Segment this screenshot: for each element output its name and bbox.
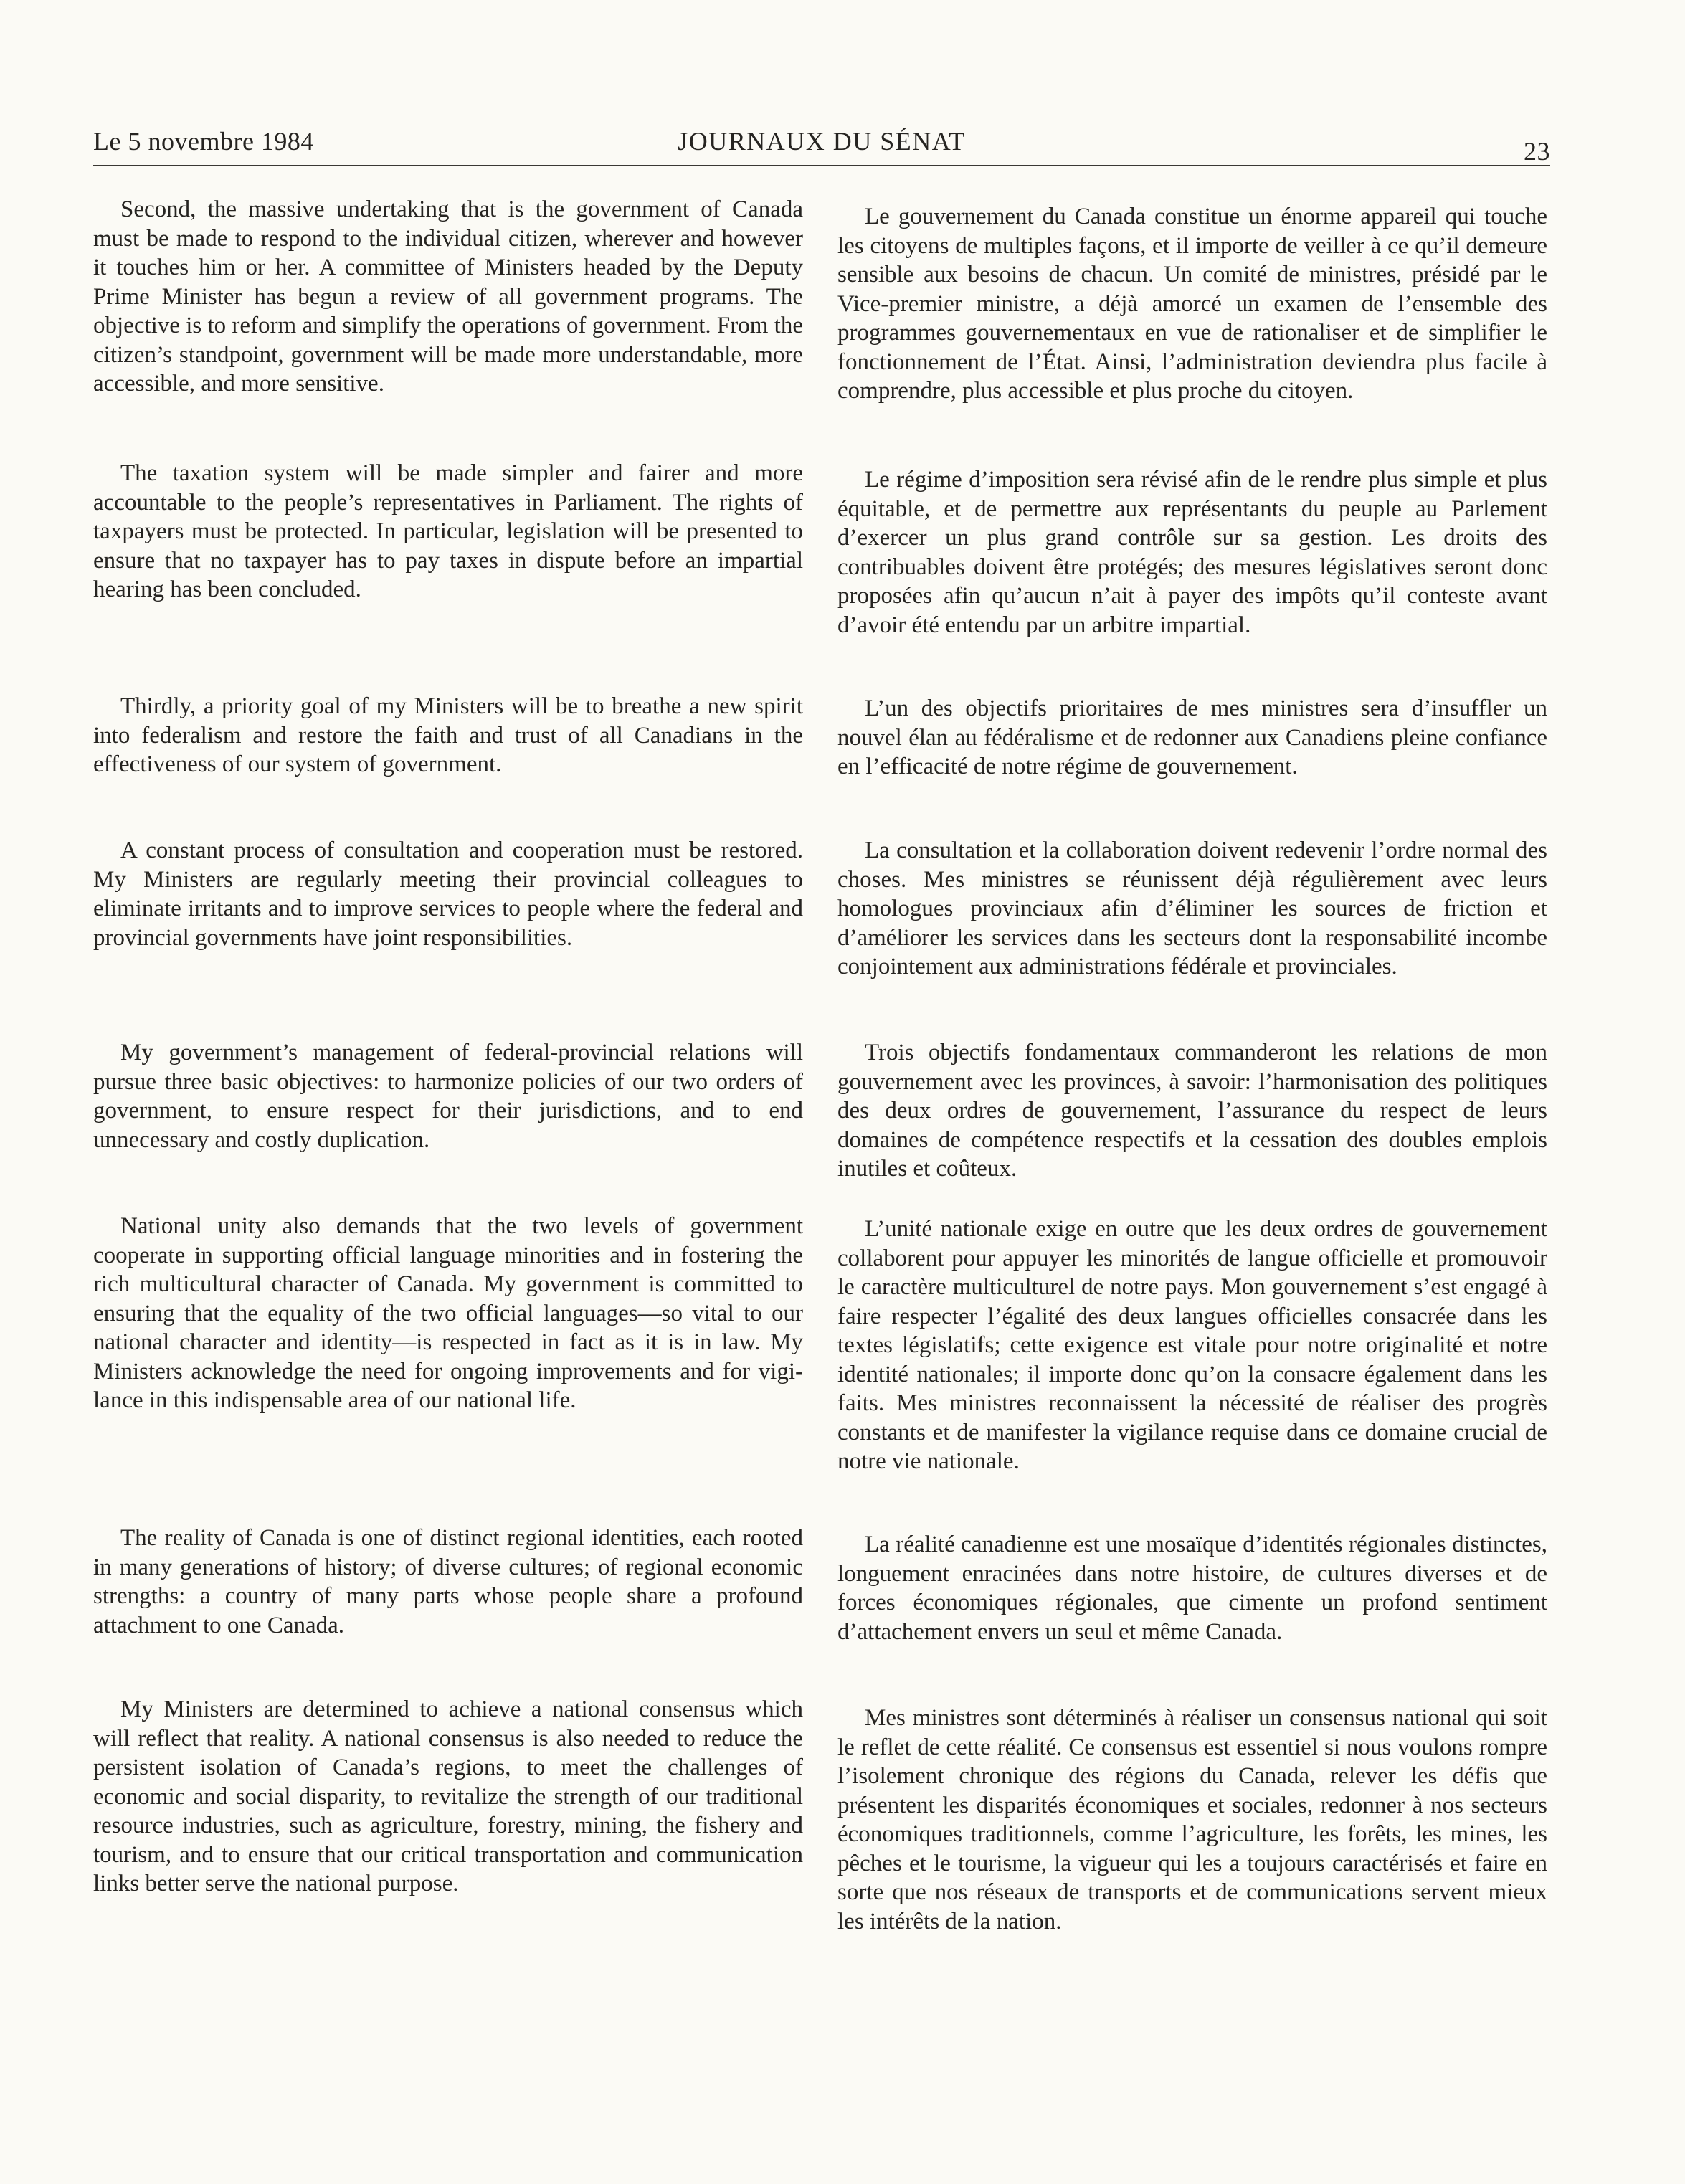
french-column	[837, 195, 1547, 2002]
english-paragraph-8: My Ministers are determined to achieve a national consensus which will reflect that reality. A national consensus is also needed to reduce the persistent isolation of Canada’s regions, to meet the challenges of economic and social disparity, to revitalize the strength of our traditional resource industries, such as agriculture, forestry, mining, the fishery and tourism, and to ensure that our critical transportation and communication links better serve the national purpose.	[93, 1696, 803, 1896]
french-paragraph-2: Le régime d’imposition sera révisé afin de le rendre plus simple et plus équitable, et de permettre aux représentants du peuple au Parlement d’exercer un plus grand contrôle sur sa gestion. Les droits des contribuables doivent être protégés; des mesures législatives seront donc proposées afin qu’aucun n’ait à payer des impôts qu’il conteste avant d’avoir été entendu par un arbitre impartial.	[837, 467, 1547, 638]
english-paragraph-4: A constant process of consultation and cooperation must be restored. My Ministers are regularly meeting their provincial colleagues to eliminate irritants and to improve services to people where the federal and provincial governments have joint responsibilities.	[93, 837, 803, 951]
english-paragraph-2: The taxation system will be made simpler and fairer and more accountable to the people’s representatives in Parliament. The rights of taxpayers must be protected. In particular, legislation will be presented to ensure that no taxpayer has to pay taxes in dispute before an impartial hearing has been concluded.	[93, 460, 803, 602]
english-paragraph-1: Second, the massive undertaking that is the government of Canada must be made to respond to the individual citizen, wherever and however it touches him or her. A committee of Ministers headed by the Deputy Prime Minister has begun a review of all government programs. The objective is to reform and simplify the operations of government. From the citizen’s standpoint, government will be made more understandable, more accessible, and more sensitive.	[93, 196, 803, 397]
english-column	[93, 195, 803, 2002]
page-header	[93, 120, 1550, 166]
english-paragraph-5: My government’s management of federal-provincial relations will pursue three basic objectives: to harmonize policies of our two orders of government, to ensure respect for their jurisdictions, and to end unnecessary and costly duplication.	[93, 1040, 803, 1153]
page-number: 23	[1524, 137, 1550, 166]
french-paragraph-5: Trois objectifs fondamentaux commanderont les relations de mon gouvernement avec les provinces, à savoir: l’harmonisation des politiques des deux ordres de gouvernement, l’assurance du respect de leurs domaines de compétence respectifs et la cessation des doubles emplois inutiles et coûteux.	[837, 1040, 1547, 1182]
header-date: Le 5 novembre 1984	[93, 127, 314, 156]
english-paragraph-6: National unity also demands that the two levels of government cooperate in supporting official language minorities and in fostering the rich multicultural character of Canada. My government is committed to ensuring that the equality of the two official languages—so vital to our national character and identity—is respected in fact as it is in law. My Ministers acknowledge the need for ongoing improvements and for vigilance in this indispensable area of our national life.	[93, 1213, 803, 1413]
english-paragraph-3: Thirdly, a priority goal of my Ministers will be to breathe a new spirit into federalism and restore the faith and trust of all Canadians in the effectiveness of our system of government.	[93, 693, 803, 777]
header-rule	[93, 165, 1550, 166]
french-paragraph-8: Mes ministres sont déterminés à réaliser un consensus national qui soit le reflet de cette réalité. Ce consensus est essentiel si nous voulons rompre l’isolement chronique des régions du Canada, relever les défis que présentent les disparités économiques et sociales, redonner à nos secteurs économiques traditionnels, comme l’agriculture, les forêts, les mines, les pêches et le tourisme, la vigueur qui les a toujours caractérisés et faire en sorte que nos réseaux de transports et de communications servent mieux les intérêts de la nation.	[837, 1705, 1547, 1934]
french-paragraph-6: L’unité nationale exige en outre que les deux ordres de gouvernement collaborent pour appuyer les minorités de langue officielle et promouvoir le caractère multiculturel de notre pays. Mon gouvernement s’est engagé à faire respecter l’égalité des deux langues officielles consacrée dans les textes législatifs; cette exigence est vitale pour notre originalité et notre identité nationales; il importe donc qu’on la consacre également dans les faits. Mes ministres reconnaissent la nécessité de réaliser des progrès constants et de manifester la vigilance requise dans ce domaine crucial de notre vie nationale.	[837, 1216, 1547, 1474]
french-paragraph-3: L’un des objectifs prioritaires de mes ministres sera d’insuffler un nouvel élan au fédéralisme et de redonner aux Canadiens pleine confiance en l’efficacité de notre régime de gouvernement.	[837, 695, 1547, 779]
french-paragraph-1: Le gouvernement du Canada constitue un énorme appareil qui touche les citoyens de multiples façons, et il importe de veiller à ce qu’il demeure sensible aux besoins de chacun. Un comité de ministres, présidé par le Vice-premier ministre, a déjà amorcé un examen de l’ensemble des programmes gouvernementaux en vue de rationaliser et de simplifier le fonctionnement de l’État. Ainsi, l’administration deviendra plus facile à comprendre, plus accessible et plus proche du citoyen.	[837, 204, 1547, 404]
journal-title: JOURNAUX DU SÉNAT	[678, 127, 966, 156]
english-paragraph-7: The reality of Canada is one of distinct regional identities, each rooted in many generations of history; of diverse cultures; of regional economic strengths: a country of many parts whose people share a profound attachment to one Canada.	[93, 1525, 803, 1638]
french-paragraph-7: La réalité canadienne est une mosaïque d’identités régionales distinctes, longuement enracinées dans notre histoire, de cultures diverses et de forces économiques régionales, que cimente un profond sentiment d’attachement envers un seul et même Canada.	[837, 1532, 1547, 1645]
french-paragraph-4: La consultation et la collaboration doivent redevenir l’ordre normal des choses. Mes ministres se réunissent déjà régulièrement avec leurs homologues provinciaux afin d’éliminer les sources de friction et d’améliorer les services dans les secteurs dont la responsabilité incombe conjointement aux administrations fédérale et provinciales.	[837, 837, 1547, 979]
